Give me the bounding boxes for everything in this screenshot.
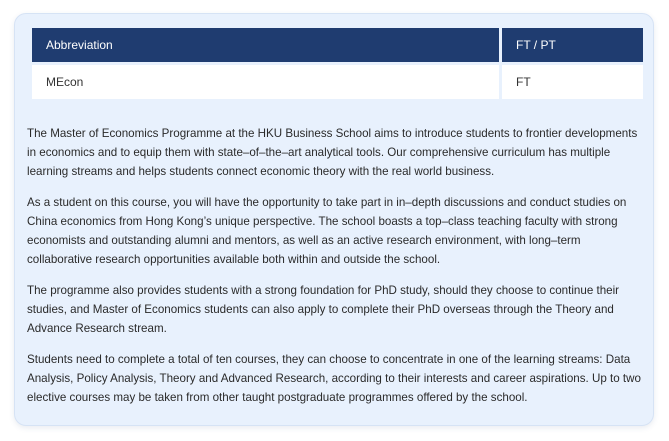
programme-info-card — [14, 13, 654, 426]
programme-info-table — [29, 25, 646, 102]
cell-ft-pt: FT — [502, 65, 643, 99]
description-paragraph-student-experience: As a student on this course, you will have the opportunity to take part in in–depth discussions and conduct studies on China economics from Hong Kong’s unique perspective. The school boasts a top–class teaching faculty with strong economists and outstanding alumni and mentors, as well as an active research environment, with long–term collaborative research opportunities available both within and outside the school. — [27, 196, 627, 266]
header-abbreviation: Abbreviation — [32, 28, 499, 62]
table-row — [32, 65, 643, 99]
description-paragraph-courses: Students need to complete a total of ten courses, they can choose to concentrate in one of the learning streams: Data Analysis, Policy Analysis, Theory and Advanced Research, according to their interests and career aspirations. Up to two elective courses may be taken from other taught postgraduate programmes offered by the school. — [27, 353, 641, 404]
cell-abbreviation: MEcon — [32, 65, 499, 99]
table-header-row — [32, 28, 643, 62]
programme-description — [27, 124, 643, 419]
description-paragraph-phd: The programme also provides students with a strong foundation for PhD study, should they choose to continue their studies, and Master of Economics students can also apply to complete their PhD overseas through the Theory and Advance Research stream. — [27, 284, 620, 335]
description-paragraph-overview: The Master of Economics Programme at the HKU Business School aims to introduce students to frontier developments in economics and to equip them with state–of–the–art analytical tools. Our comprehensive curriculum has multiple learning streams and helps students connect economic theory with the real world business. — [27, 127, 638, 178]
header-ft-pt: FT / PT — [502, 28, 643, 62]
